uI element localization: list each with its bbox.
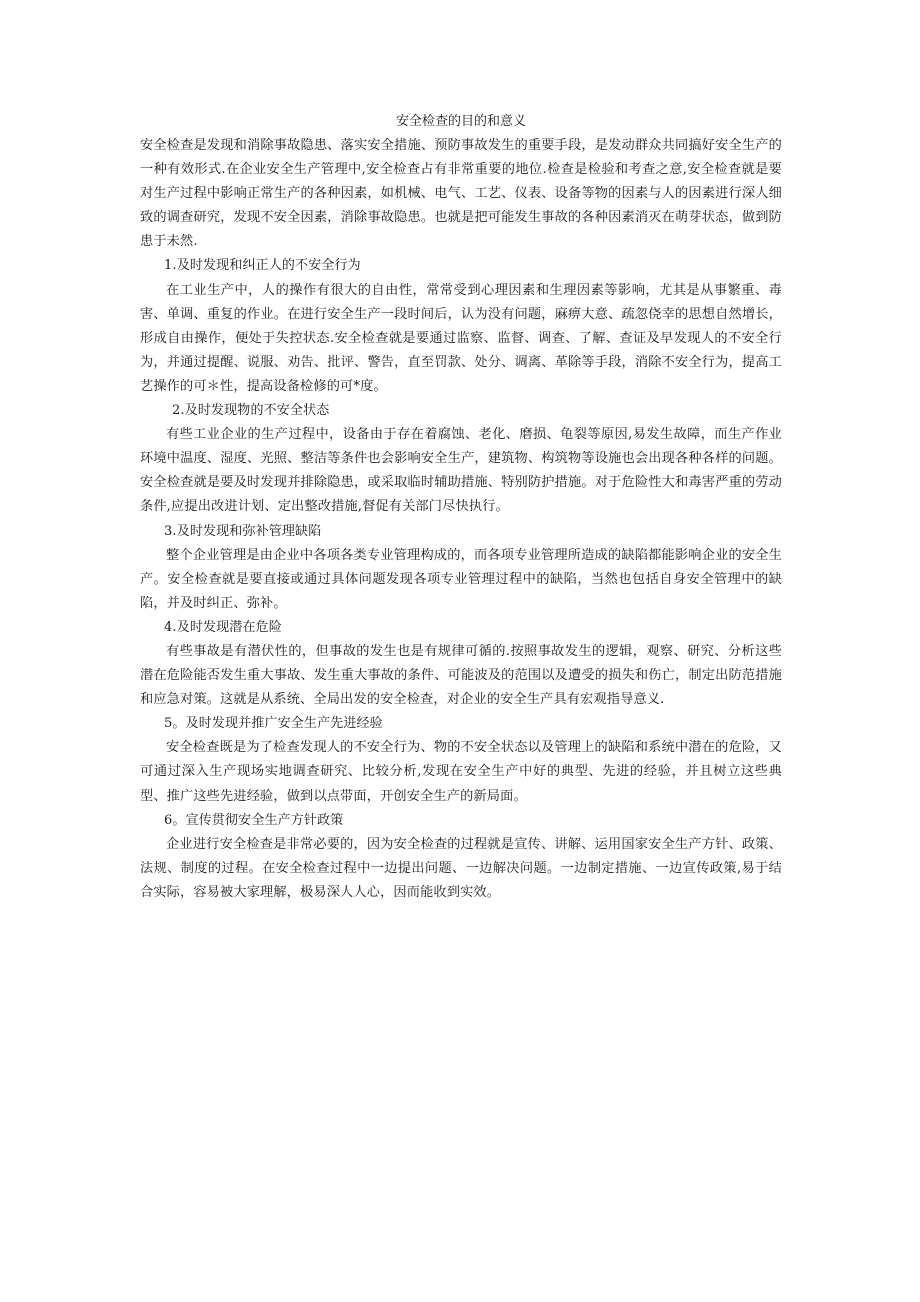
- section-body-6: 企业进行安全检查是非常必要的，因为安全检查的过程就是宣传、讲解、运用国家安全生产方针、政策、法规、制度的过程。在安全检查过程中一边提出问题、一边解决问题。一边制定措施、一边宣传政策,易于结合实际，容易被大家理解，极易深人人心，因而能收到实效。: [140, 836, 782, 900]
- section-body-3: 整个企业管理是由企业中各项各类专业管理构成的，而各项专业管理所造成的缺陷都能影响企业的安全生产。安全检查就是要直接或通过具体问题发现各项专业管理过程中的缺陷，当然也包括自身安全管理中的缺陷，并及时纠正、弥补。: [140, 547, 782, 611]
- intro-paragraph: 安全检查是发现和消除事故隐患、落实安全措施、预防事故发生的重要手段，是发动群众共同搞好安全生产的一种有效形式.在企业安全生产管理中,安全检查占有非常重要的地位.检查是检验和考查之意,安全检查就是要对生产过程中影响正常生产的各种因素，如机械、电气、工艺、仪表、设备等物的因素与人的因素进行深人细致的调查研究，发现不安全因素，消除事故隐患。也就是把可能发生事故的各种因素消灭在萌芽状态，做到防患于未然.: [140, 138, 782, 250]
- document-page: [140, 110, 782, 905]
- section-heading-2: 2.及时发现物的不安全状态: [172, 403, 330, 419]
- section-body-4: 有些事故是有潜伏性的，但事故的发生也是有规律可循的.按照事故发生的逻辑，观察、研究、分析这些潜在危险能否发生重大事故、发生重大事故的条件、可能波及的范围以及遭受的损失和伤亡，制定出防范措施和应急对策。这就是从系统、全局出发的安全检查，对企业的安全生产具有宏观指导意义.: [140, 643, 782, 708]
- section-body-2: 有些工业企业的生产过程中，设备由于存在着腐蚀、老化、磨损、龟裂等原因,易发生故障，而生产作业环境中温度、湿度、光照、整洁等条件也会影响安全生产，建筑物、构筑物等设施也会出现各种各样的问题。安全检查就是要及时发现并排除隐患，或采取临时辅助措施、特别防护措施。对于危险性大和毒害严重的劳动条件,应提出改进计划、定出整改措施,督促有关部门尽快执行。: [140, 427, 782, 515]
- section-heading-6: 6。宣传贯彻安全生产方针政策: [164, 812, 344, 828]
- section-heading-4: 4.及时发现潜在危险: [164, 619, 282, 635]
- section-body-1: 在工业生产中，人的操作有很大的自由性，常常受到心理因素和生理因素等影响，尤其是从事繁重、毒害、单调、重复的作业。在进行安全生产一段时间后，认为没有问题，麻痹大意、疏忽侥幸的思想自然增长，形成自由操作，便处于失控状态.安全检查就是要通过监察、监督、调查、了解、查证及早发现人的不安全行为，并通过提醒、说服、劝告、批评、警告，直至罚款、处分、调离、革除等手段，消除不安全行为，提高工艺操作的可＊性，提高设备检修的可*度。: [140, 282, 782, 394]
- section-heading-1: 1.及时发现和纠正人的不安全行为: [164, 258, 361, 274]
- section-body-5: 安全检查既是为了检查发现人的不安全行为、物的不安全状态以及管理上的缺陷和系统中潜在的危险，又可通过深入生产现场实地调查研究、比较分析,发现在安全生产中好的典型、先进的经验，并且树立这些典型、推广这些先进经验，做到以点带面，开创安全生产的新局面。: [140, 740, 782, 804]
- section-heading-5: 5。及时发现并推广安全生产先进经验: [164, 716, 383, 732]
- section-heading-3: 3.及时发现和弥补管理缺陷: [164, 523, 322, 539]
- document-title: 安全检查的目的和意义: [395, 114, 526, 129]
